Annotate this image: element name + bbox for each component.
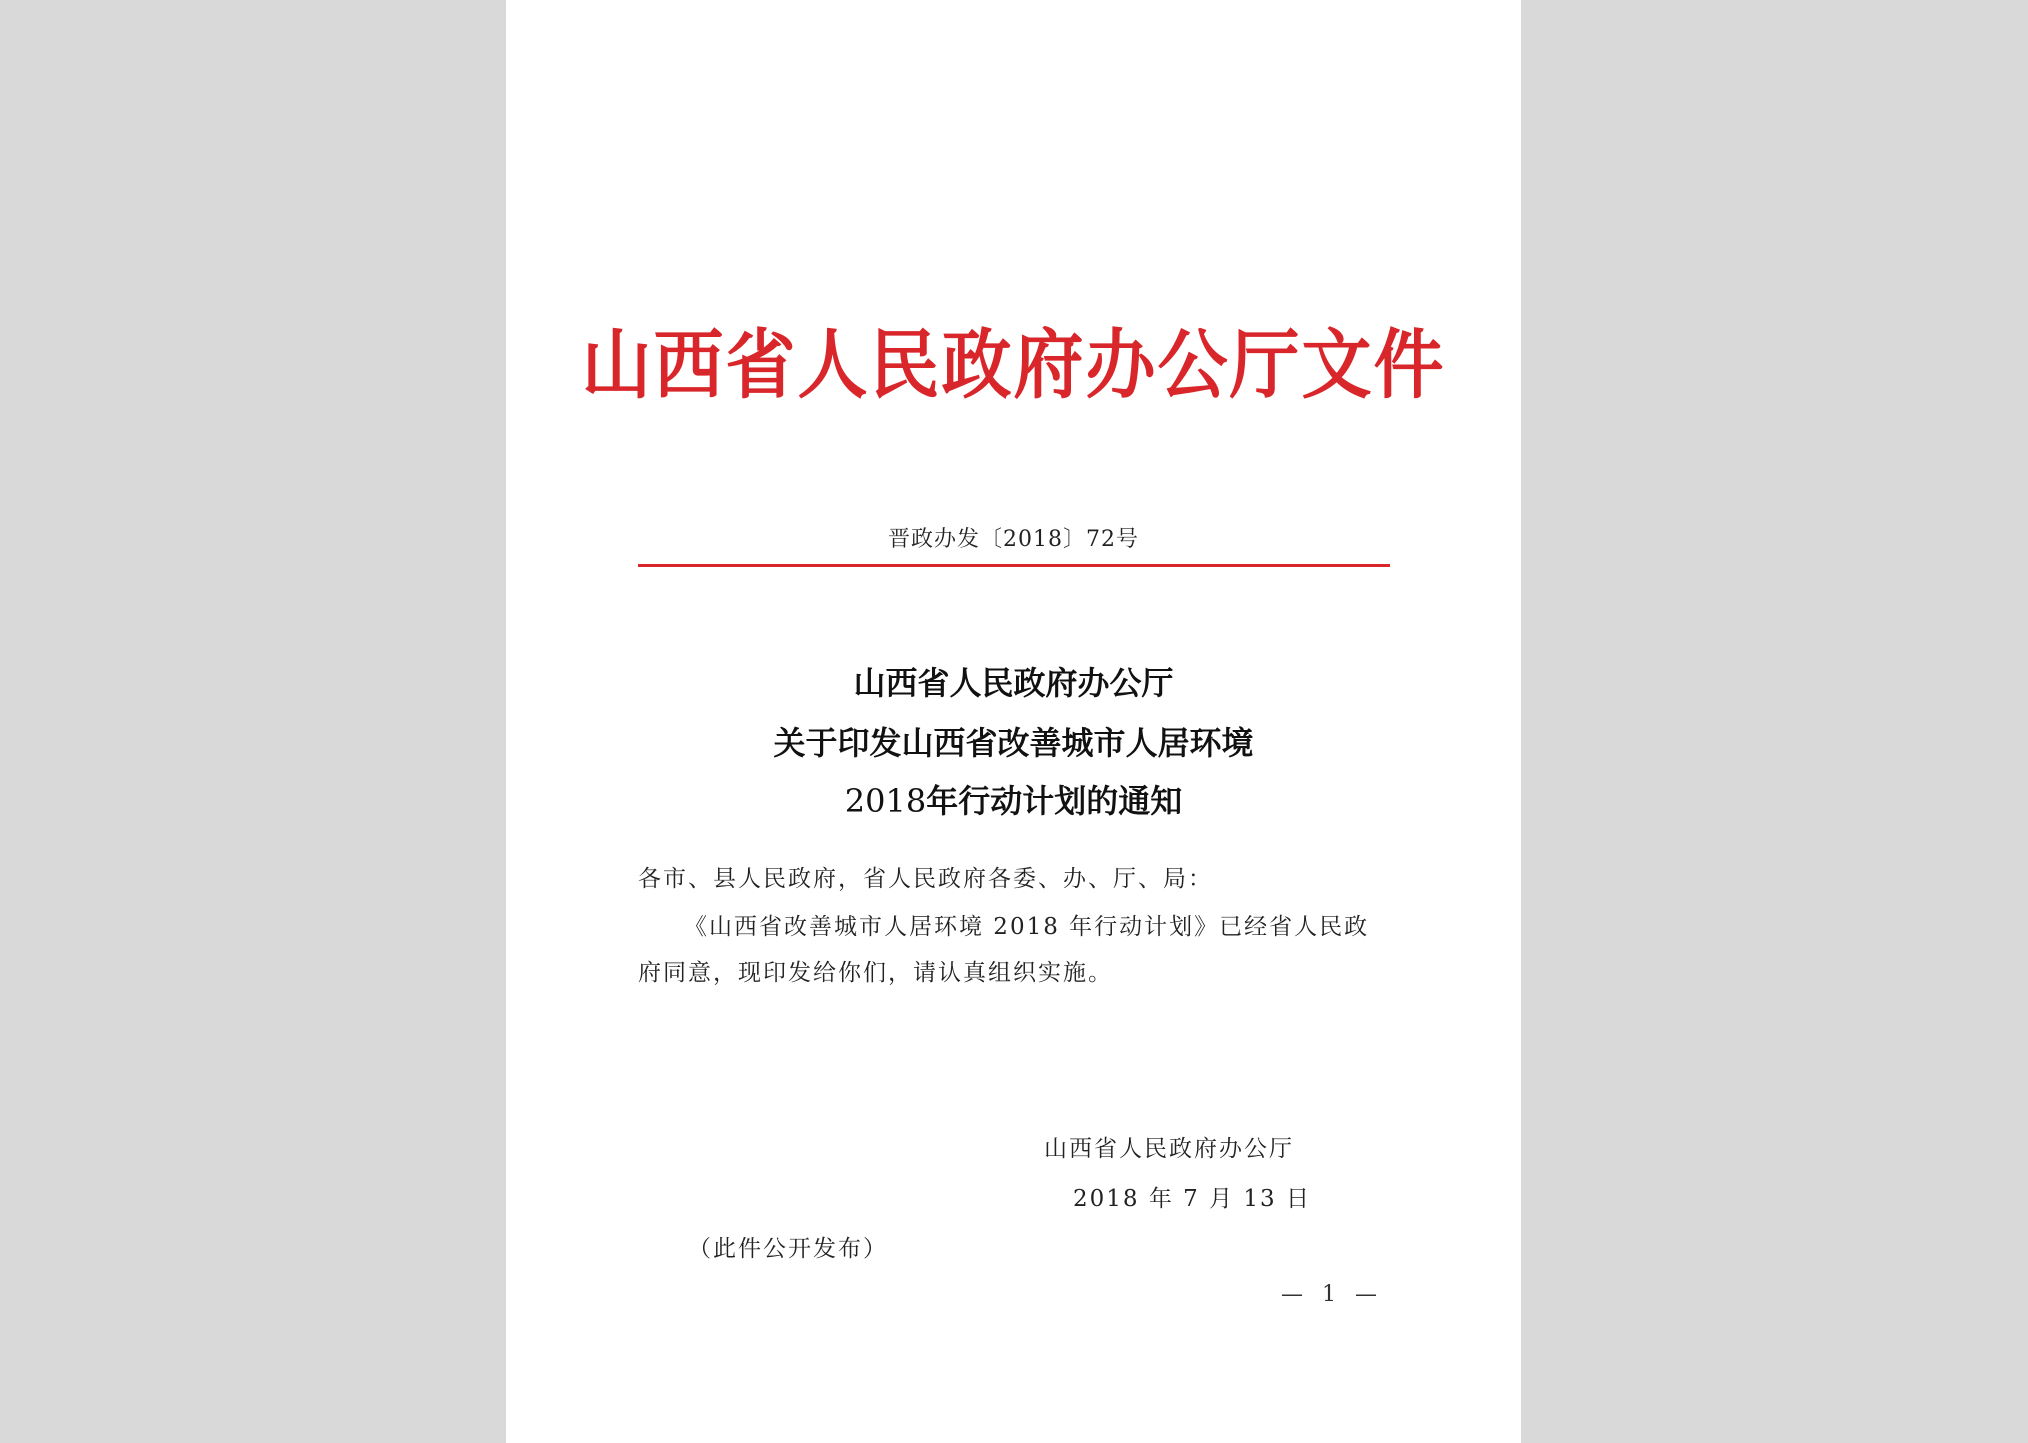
body-paragraph-line-2: 府同意，现印发给你们，请认真组织实施。 xyxy=(638,960,1113,986)
body-paragraph-line-1: 《山西省改善城市人居环境 2018 年行动计划》已经省人民政 xyxy=(684,914,1370,940)
red-divider-line xyxy=(638,564,1390,567)
page-number: — 1 — xyxy=(1281,1282,1383,1307)
signature-date: 2018 年 7 月 13 日 xyxy=(1073,1186,1311,1212)
notice-title-line-1: 山西省人民政府办公厅 xyxy=(853,664,1174,702)
document-page xyxy=(506,0,1521,1443)
document-number: 晋政办发〔2018〕72号 xyxy=(888,527,1139,552)
signature-organization: 山西省人民政府办公厅 xyxy=(1044,1136,1294,1162)
public-release-note: （此件公开发布） xyxy=(688,1236,888,1262)
notice-title-line-3 xyxy=(506,782,1521,820)
document-header-title: 山西省人民政府办公厅文件 xyxy=(581,319,1446,410)
addressee-line: 各市、县人民政府，省人民政府各委、办、厅、局： xyxy=(638,866,1213,892)
notice-title-line-2: 关于印发山西省改善城市人居环境 xyxy=(773,724,1254,762)
notice-title-line-3-text: 年行动计划的通知 xyxy=(926,782,1183,820)
notice-title-year: 2018 xyxy=(844,782,927,820)
